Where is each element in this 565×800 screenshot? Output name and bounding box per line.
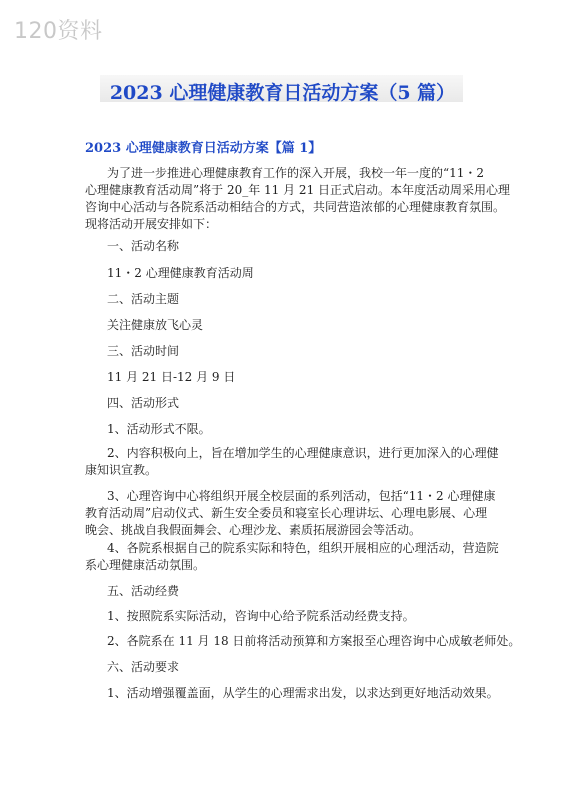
list-item (85, 445, 499, 479)
list-item-line: 4、各院系根据自己的院系实际和特色，组织开展相应的心理活动，营造院 (107, 541, 499, 555)
list-item: 2、各院系在 11 月 18 日前将活动预算和方案报至心理咨询中心成敏老师处。 (107, 634, 521, 648)
watermark: 120资料 (14, 19, 103, 44)
list-item: 1、活动增强覆盖面，从学生的心理需求出发，以求达到更好地活动效果。 (107, 686, 499, 700)
section-heading: 五、活动经费 (107, 584, 180, 598)
list-item-line: 系心理健康活动氛围。 (85, 558, 206, 572)
list-item: 1、活动形式不限。 (107, 422, 211, 436)
paragraph: 关注健康放飞心灵 (107, 318, 204, 332)
list-item (85, 540, 499, 574)
intro-line: 现将活动开展安排如下： (85, 217, 218, 231)
paragraph: 11 月 21 日-12 月 9 日 (107, 370, 236, 384)
section-heading: 六、活动要求 (107, 660, 180, 674)
list-item-line: 康知识宣教。 (85, 463, 158, 477)
section-heading: 三、活动时间 (107, 344, 180, 358)
intro-paragraph (85, 165, 511, 233)
intro-line: 咨询中心活动与各院系活动相结合的方式，共同营造浓郁的心理健康教育氛围。 (85, 200, 506, 214)
section-title: 2023 心理健康教育日活动方案【篇 1】 (85, 141, 322, 156)
page-title: 2023 心理健康教育日活动方案（5 篇） (109, 82, 456, 104)
section-heading: 二、活动主题 (107, 292, 180, 306)
list-item-line: 3、心理咨询中心将组织开展全校层面的系列活动，包括“11・2 心理健康 (107, 489, 496, 503)
intro-line: 为了进一步推进心理健康教育工作的深入开展，我校一年一度的“11・2 (107, 166, 485, 180)
list-item-line: 2、内容积极向上，旨在增加学生的心理健康意识，进行更加深入的心理健 (107, 446, 499, 460)
list-item-line: 晚会、挑战自我假面舞会、心理沙龙、素质拓展游园会等活动。 (85, 523, 422, 537)
section-heading: 一、活动名称 (107, 239, 180, 253)
intro-line: 心理健康教育活动周”将于 20_年 11 月 21 日正式启动。本年度活动周采用心理 (85, 183, 511, 197)
section-heading: 四、活动形式 (107, 396, 180, 410)
list-item (85, 488, 496, 539)
list-item: 1、按照院系实际活动，咨询中心给予院系活动经费支持。 (107, 609, 415, 623)
list-item-line: 教育活动周”启动仪式、新生安全委员和寝室长心理讲坛、心理电影展、心理 (85, 506, 488, 520)
paragraph: 11・2 心理健康教育活动周 (107, 266, 254, 280)
